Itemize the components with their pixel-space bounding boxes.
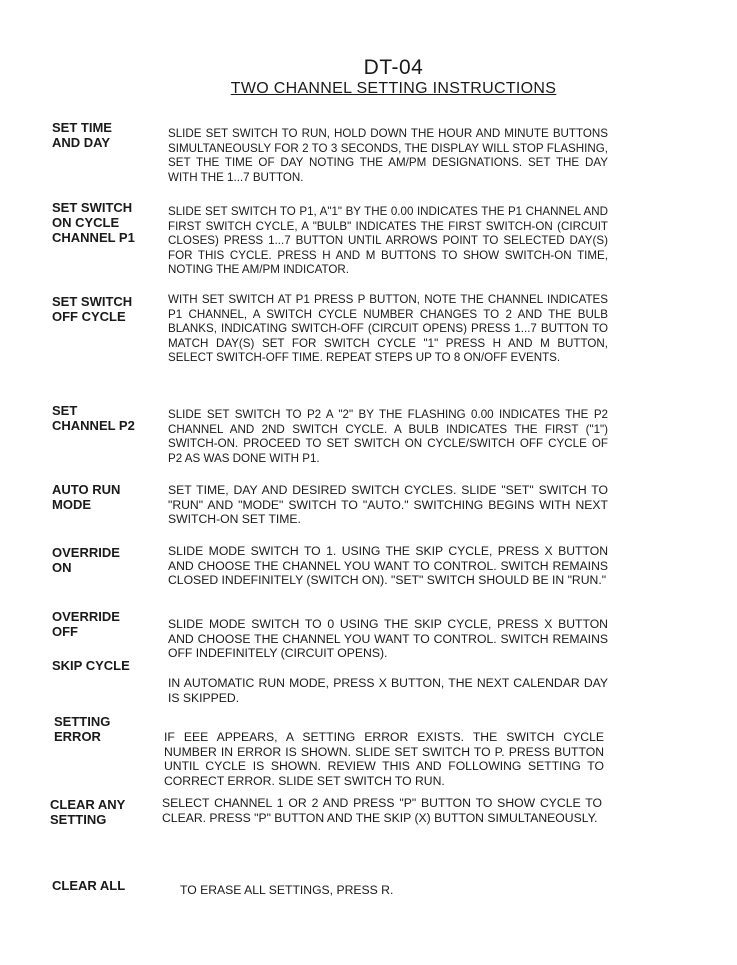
section-label-setting-error: SETTING ERROR (54, 714, 111, 744)
section-text-auto-run: SET TIME, DAY AND DESIRED SWITCH CYCLES. SLIDE "SET" SWITCH TO "RUN" AND "MODE" SWITCH TO "AUTO." SWITCHING BEGINS WITH NEXT SWITCH-ON SET TIME. (168, 483, 608, 526)
section-label-set-switch-off: SET SWITCH OFF CYCLE (52, 294, 133, 324)
section-label-auto-run: AUTO RUN MODE (52, 482, 121, 512)
section-label-clear-all: CLEAR ALL (52, 878, 126, 893)
section-text-set-time: SLIDE SET SWITCH TO RUN, HOLD DOWN THE HOUR AND MINUTE BUTTONS SIMULTANEOUSLY FOR 2 TO 3 SECONDS, THE DISPLAY WILL STOP FLASHING, SET THE TIME OF DAY NOTING THE AM/PM DESIGNATIONS. SET THE DAY WITH THE 1...7 BUTTON. (168, 127, 608, 184)
section-label-override-off: OVERRIDE OFF (52, 609, 120, 639)
section-label-set-channel-p2: SET CHANNEL P2 (52, 403, 135, 433)
section-label-skip-cycle: SKIP CYCLE (52, 658, 130, 673)
section-text-set-channel-p2: SLIDE SET SWITCH TO P2 A "2" BY THE FLASHING 0.00 INDICATES THE P2 CHANNEL AND 2ND SWITCH CYCLE. A BULB INDICATES THE FIRST ("1") SWITCH-ON. PROCEED TO SET SWITCH ON CYCLE/SWITCH OFF CYCLE OF P2 AS WAS DONE WITH P1. (168, 408, 608, 465)
section-text-set-switch-off: WITH SET SWITCH AT P1 PRESS P BUTTON, NOTE THE CHANNEL INDICATES P1 CHANNEL, A SWITCH CYCLE NUMBER CHANGES TO 2 AND THE BULB BLANKS, INDICATING SWITCH-OFF (CIRCUIT OPENS) PRESS 1...7 BUTTON TO MATCH DAY(S) SET FOR SWITCH CYCLE "1" PRESS H AND M BUTTON, SELECT SWITCH-OFF TIME. REPEAT STEPS UP TO 8 ON/OFF EVENTS. (168, 293, 608, 364)
section-label-set-switch-on: SET SWITCH ON CYCLE CHANNEL P1 (52, 200, 135, 245)
section-text-clear-any: SELECT CHANNEL 1 OR 2 AND PRESS "P" BUTTON TO SHOW CYCLE TO CLEAR. PRESS "P" BUTTON AND THE SKIP (X) BUTTON SIMULTANEOUSLY. (162, 796, 602, 825)
section-label-set-time: SET TIME AND DAY (52, 120, 112, 150)
section-text-override-on: SLIDE MODE SWITCH TO 1. USING THE SKIP CYCLE, PRESS X BUTTON AND CHOOSE THE CHANNEL YOU WANT TO CONTROL. SWITCH REMAINS CLOSED INDEFINITELY (SWITCH ON). "SET" SWITCH SHOULD BE IN "RUN." (168, 544, 608, 587)
document-title: DT-04 (363, 56, 424, 79)
section-text-clear-all: TO ERASE ALL SETTINGS, PRESS R. (180, 883, 394, 897)
section-text-skip-cycle: IN AUTOMATIC RUN MODE, PRESS X BUTTON, THE NEXT CALENDAR DAY IS SKIPPED. (168, 676, 608, 705)
section-label-clear-any: CLEAR ANY SETTING (50, 797, 126, 827)
document-subtitle: TWO CHANNEL SETTING INSTRUCTIONS (230, 80, 557, 97)
section-label-override-on: OVERRIDE ON (52, 545, 120, 575)
section-text-set-switch-on: SLIDE SET SWITCH TO P1, A"1" BY THE 0.00 INDICATES THE P1 CHANNEL AND FIRST SWITCH CYCLE, A "BULB" INDICATES THE FIRST SWITCH-ON (CIRCUIT CLOSES) PRESS 1...7 BUTTON UNTIL ARROWS POINT TO SELECTED DAY(S) FOR THIS CYCLE. PRESS H AND M BUTTONS TO SHOW SWITCH-ON TIME, NOTING THE AM/PM INDICATOR. (168, 205, 608, 276)
section-text-setting-error: IF EEE APPEARS, A SETTING ERROR EXISTS. THE SWITCH CYCLE NUMBER IN ERROR IS SHOWN. SLIDE SET SWITCH TO P. PRESS BUTTON UNTIL CYCLE IS SHOWN. REVIEW THIS AND FOLLOWING SETTING TO CORRECT ERROR. SLIDE SET SWITCH TO RUN. (164, 730, 604, 788)
section-text-override-off: SLIDE MODE SWITCH TO 0 USING THE SKIP CYCLE, PRESS X BUTTON AND CHOOSE THE CHANNEL YOU WANT TO CONTROL. SWITCH REMAINS OFF INDEFINITELY (CIRCUIT OPENS). (168, 617, 608, 660)
